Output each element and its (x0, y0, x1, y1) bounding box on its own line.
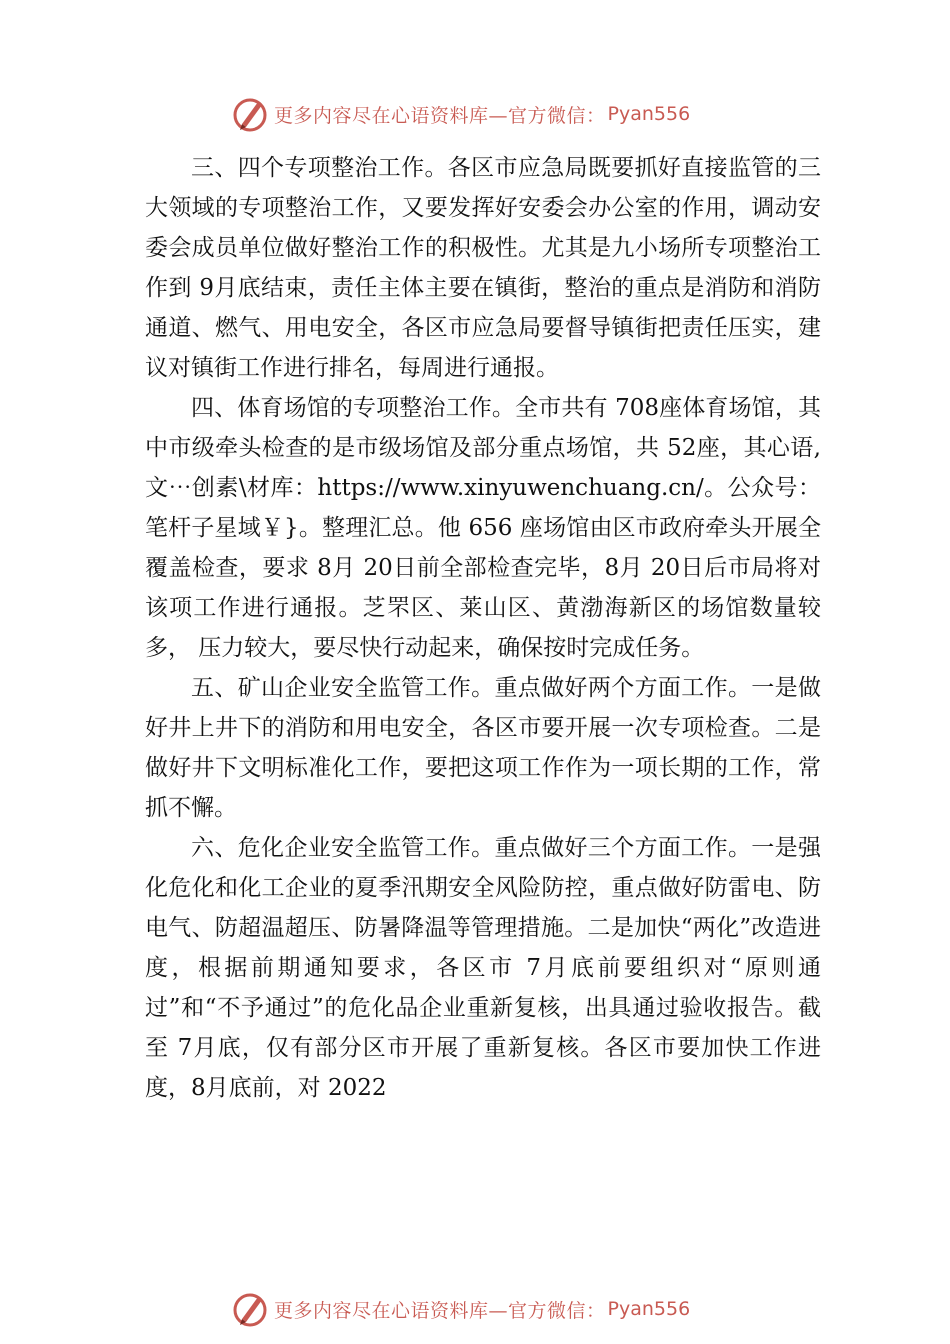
footer-banner (230, 1289, 690, 1329)
paragraph-special-rectification: 三、四个专项整治工作。各区市应急局既要抓好直接监管的三大领域的专项整治工作，又要发挥好安委会办公室的作用，调动安委会成员单位做好整治工作的积极性。尤其是九小场所专项整治工作到 9月底结束，责任主体主要在镇街，整治的重点是消防和消防通道、燃气、用电安全，各区市应急局要督导镇街把责任压实，建议对镇街工作进行排名，每周进行通报。 (145, 155, 821, 381)
pen-logo-icon (230, 1289, 270, 1329)
document-body (145, 148, 821, 1108)
banner-wechat-id: Pyan556 (607, 1298, 691, 1320)
banner-text: 更多内容尽在心语资料库—官方微信： (274, 1299, 606, 1322)
paragraph-mining-safety: 五、矿山企业安全监管工作。重点做好两个方面工作。一是做好井上井下的消防和用电安全，各区市要开展一次专项检查。二是做好井下文明标准化工作，要把这项工作作为一项长期的工作，常抓不懈。 (145, 675, 821, 821)
banner-wechat-id: Pyan556 (607, 103, 691, 125)
paragraph-hazardous-chemicals: 六、危化企业安全监管工作。重点做好三个方面工作。一是强化危化和化工企业的夏季汛期安全风险防控，重点做好防雷电、防电气、防超温超压、防暑降温等管理措施。二是加快“两化”改造进度，根据前期通知要求，各区市 7月底前要组织对“原则通过”和“不予通过”的危化品企业重新复核，出具通过验收报告。截至 7月底，仅有部分区市开展了重新复核。各区市要加快工作进度，8月底前，对 2022 (145, 835, 821, 1101)
banner-text: 更多内容尽在心语资料库—官方微信： (274, 104, 606, 127)
pen-logo-icon (230, 94, 270, 134)
header-banner (230, 94, 690, 134)
paragraph-sports-venues: 四、体育场馆的专项整治工作。全市共有 708座体育场馆，其中市级牵头检查的是市级场馆及部分重点场馆，共 52座，其心语,文⋯创素\材库：https://www.xinyuwenchuang.cn/。公众号：笔杆子星域￥}。整理汇总。他 656 座场馆由区市政府牵头开展全覆盖检查，要求 8月 20日前全部检查完毕，8月 20日后市局将对该项工作进行通报。芝罘区、莱山区、黄渤海新区的场馆数量较多， 压力较大，要尽快行动起来，确保按时完成任务。 (145, 395, 821, 661)
